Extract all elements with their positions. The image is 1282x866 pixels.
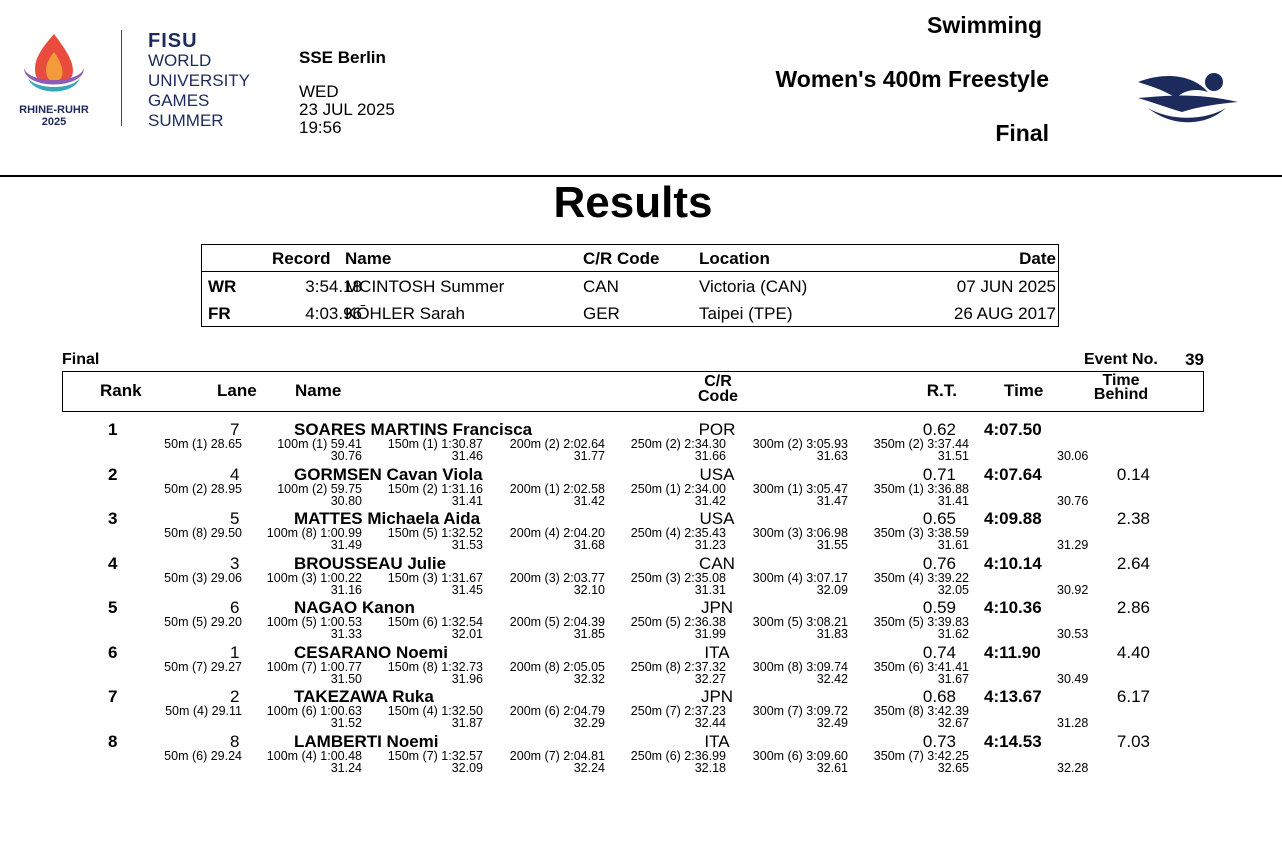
- split-time: 250m (2) 2:34.30: [630, 437, 726, 451]
- lap-time: 31.51: [937, 449, 969, 463]
- lap-time: 32.18: [694, 760, 726, 775]
- col-rank: Rank: [100, 381, 142, 400]
- lap-time: 31.61: [937, 538, 969, 552]
- result-name: GORMSEN Cavan Viola: [294, 464, 483, 484]
- result-name: LAMBERTI Noemi: [294, 731, 439, 751]
- record-code: CAN: [583, 277, 619, 296]
- lap-time: 32.44: [694, 716, 726, 730]
- result-rt: 0.62: [922, 420, 956, 439]
- split-time: 250m (6) 2:36.99: [630, 748, 726, 763]
- split-time: 150m (5) 1:32.52: [387, 526, 483, 540]
- swimmer-icon: [1134, 68, 1240, 133]
- result-lane: 4: [230, 464, 240, 484]
- record-location: Taipei (TPE): [699, 304, 793, 323]
- result-time-behind: 2.38: [1116, 509, 1150, 528]
- result-time: 4:10.14: [984, 553, 1042, 573]
- lap-time: 30.53: [1057, 627, 1089, 641]
- event-no-label: Event No.: [1084, 351, 1158, 368]
- split-time: 200m (6) 2:04.79: [509, 704, 605, 718]
- result-lane: 5: [230, 509, 240, 528]
- lap-time: 30.06: [1057, 449, 1089, 463]
- result-rt: 0.71: [922, 464, 956, 484]
- col-time-behind: [1081, 374, 1161, 402]
- lap-time: 31.68: [573, 538, 605, 552]
- col-code-line1: C/R: [704, 373, 732, 390]
- lap-time: 31.62: [937, 627, 969, 641]
- phase-title: Final: [995, 120, 1049, 146]
- record-time: 3:54.18: [305, 277, 362, 296]
- split-time: 350m (7) 3:42.25: [873, 748, 969, 763]
- result-rt: 0.73: [922, 731, 956, 751]
- split-time: 300m (5) 3:08.21: [752, 615, 848, 629]
- lap-time: 31.53: [451, 538, 483, 552]
- lap-time: 31.29: [1057, 538, 1089, 552]
- lap-time: 31.31: [694, 582, 726, 597]
- col-behind-line1: Time: [1102, 372, 1140, 389]
- result-code: USA: [699, 509, 735, 528]
- split-time: 50m (8) 29.50: [164, 526, 242, 540]
- session-date: 23 JUL 2025: [299, 100, 395, 119]
- record-time: 4:03.96: [305, 304, 362, 323]
- result-code: JPN: [700, 687, 734, 706]
- split-time: 200m (2) 2:02.64: [509, 437, 605, 451]
- split-time: 350m (2) 3:37.44: [873, 437, 969, 451]
- lap-time: 31.16: [330, 582, 362, 597]
- page-title: Results: [553, 178, 713, 227]
- records-col-code: C/R Code: [583, 249, 660, 268]
- split-time: 250m (8) 2:37.32: [630, 659, 726, 674]
- split-time: 350m (1) 3:36.88: [873, 481, 969, 496]
- lap-time: 30.76: [1057, 493, 1089, 508]
- result-lane: 6: [230, 598, 240, 617]
- lap-time: 31.49: [330, 538, 362, 552]
- lap-time: 31.99: [694, 627, 726, 641]
- venue: SSE Berlin: [299, 48, 386, 67]
- lap-time: 32.24: [573, 760, 605, 775]
- lap-time: 32.10: [573, 582, 605, 597]
- lap-time: 32.67: [937, 716, 969, 730]
- result-code: JPN: [700, 598, 734, 617]
- session-time: 19:56: [299, 118, 342, 137]
- result-code: CAN: [699, 553, 735, 573]
- session-datetime: [299, 83, 395, 137]
- record-type: FR: [208, 304, 231, 323]
- result-lane: 7: [230, 420, 240, 439]
- records-header-rule: [202, 271, 1058, 272]
- lap-time: 31.83: [816, 627, 848, 641]
- lap-time: 31.28: [1057, 716, 1089, 730]
- result-rank: 7: [108, 687, 118, 706]
- split-time: 250m (4) 2:35.43: [630, 526, 726, 540]
- result-rank: 3: [108, 509, 118, 528]
- result-rank: 4: [108, 553, 118, 573]
- split-time: 350m (4) 3:39.22: [873, 570, 969, 585]
- result-lane: 8: [230, 731, 240, 751]
- lap-time: 32.49: [816, 716, 848, 730]
- split-time: 50m (1) 28.65: [164, 437, 242, 451]
- result-name: SOARES MARTINS Francisca: [294, 420, 533, 439]
- col-behind-line2: Behind: [1093, 386, 1149, 403]
- lap-time: 31.67: [937, 671, 969, 686]
- lap-time: 32.09: [451, 760, 483, 775]
- lap-time: 30.92: [1057, 582, 1089, 597]
- split-time: 100m (6) 1:00.63: [266, 704, 362, 718]
- split-time: 100m (2) 59.75: [277, 481, 362, 496]
- result-code: USA: [699, 464, 735, 484]
- result-rt: 0.74: [922, 642, 956, 662]
- result-rank: 8: [108, 731, 118, 751]
- lap-time: 30.76: [330, 449, 362, 463]
- split-time: 150m (3) 1:31.67: [387, 570, 483, 585]
- split-time: 50m (2) 28.95: [164, 481, 242, 496]
- result-time-behind: 0.14: [1116, 464, 1150, 484]
- split-time: 150m (6) 1:32.54: [387, 615, 483, 629]
- result-name: BROUSSEAU Julie: [294, 553, 447, 573]
- lap-time: 32.61: [816, 760, 848, 775]
- split-time: 50m (4) 29.11: [165, 704, 242, 718]
- lap-time: 31.24: [330, 760, 362, 775]
- result-time-behind: 4.40: [1116, 642, 1150, 662]
- lap-time: 31.42: [573, 493, 605, 508]
- split-time: 300m (1) 3:05.47: [752, 481, 848, 496]
- split-time: 150m (2) 1:31.16: [387, 481, 483, 496]
- split-time: 300m (7) 3:09.72: [752, 704, 848, 718]
- lap-time: 31.55: [816, 538, 848, 552]
- split-time: 50m (7) 29.27: [164, 659, 242, 674]
- result-rt: 0.76: [922, 553, 956, 573]
- lap-time: 32.28: [1057, 760, 1089, 775]
- split-time: 350m (5) 3:39.83: [873, 615, 969, 629]
- result-time: 4:13.67: [984, 687, 1042, 706]
- col-rt: R.T.: [926, 381, 957, 400]
- lap-time: 31.45: [451, 582, 483, 597]
- split-time: 50m (6) 29.24: [164, 748, 242, 763]
- lap-time: 31.33: [330, 627, 362, 641]
- lap-time: 30.49: [1057, 671, 1089, 686]
- split-time: 100m (8) 1:00.99: [266, 526, 362, 540]
- split-time: 300m (2) 3:05.93: [752, 437, 848, 451]
- result-time: 4:14.53: [984, 731, 1042, 751]
- brand-university: UNIVERSITY: [148, 71, 251, 90]
- col-code: [683, 374, 753, 404]
- split-time: 350m (8) 3:42.39: [873, 704, 969, 718]
- result-code: POR: [698, 420, 736, 439]
- lap-time: 32.05: [937, 582, 969, 597]
- result-code: ITA: [704, 731, 730, 751]
- lap-time: 31.96: [451, 671, 483, 686]
- lap-time: 32.09: [816, 582, 848, 597]
- result-lane: 1: [230, 642, 240, 662]
- records-col-date: Date: [1019, 249, 1056, 268]
- split-time: 200m (1) 2:02.58: [509, 481, 605, 496]
- lap-time: 32.65: [937, 760, 969, 775]
- result-rank: 2: [108, 464, 118, 484]
- sport-title: Swimming: [926, 12, 1042, 38]
- split-time: 150m (7) 1:32.57: [387, 748, 483, 763]
- split-time: 150m (4) 1:32.50: [387, 704, 483, 718]
- brand-world: WORLD: [148, 51, 212, 70]
- split-time: 200m (8) 2:05.05: [509, 659, 605, 674]
- lap-time: 32.01: [451, 627, 483, 641]
- col-code-line2: Code: [698, 388, 738, 405]
- result-time: 4:10.36: [984, 598, 1042, 617]
- lap-time: 32.27: [694, 671, 726, 686]
- result-lane: 2: [230, 687, 240, 706]
- split-time: 100m (4) 1:00.48: [266, 748, 362, 763]
- lap-time: 31.41: [451, 493, 483, 508]
- result-time-behind: 6.17: [1116, 687, 1150, 706]
- lap-time: 31.46: [451, 449, 483, 463]
- records-col-record: Record: [272, 249, 331, 268]
- split-time: 350m (3) 3:38.59: [873, 526, 969, 540]
- result-time: 4:07.50: [984, 420, 1042, 439]
- record-date: 26 AUG 2017: [953, 304, 1056, 323]
- result-code: ITA: [704, 642, 730, 662]
- brand-fisu: FISU: [148, 30, 198, 52]
- result-time: 4:09.88: [984, 509, 1042, 528]
- lap-time: 31.85: [573, 627, 605, 641]
- split-time: 100m (3) 1:00.22: [266, 570, 362, 585]
- records-col-name: Name: [345, 249, 392, 268]
- split-time: 250m (3) 2:35.08: [630, 570, 726, 585]
- logo-text-line1: RHINE-RUHR: [19, 104, 89, 116]
- event-no: 39: [1185, 350, 1204, 369]
- lap-time: 31.41: [937, 493, 969, 508]
- result-rt: 0.65: [922, 509, 956, 528]
- session-weekday: WED: [299, 82, 339, 101]
- records-table: [201, 244, 1059, 327]
- games-logo: [10, 28, 98, 128]
- split-time: 200m (3) 2:03.77: [509, 570, 605, 585]
- lap-time: 32.32: [573, 671, 605, 686]
- lap-time: 31.52: [330, 716, 362, 730]
- result-name: CESARANO Noemi: [294, 642, 448, 662]
- split-time: 300m (3) 3:06.98: [752, 526, 848, 540]
- result-rt: 0.59: [922, 598, 956, 617]
- results-header: [62, 371, 1204, 412]
- result-time: 4:07.64: [984, 464, 1042, 484]
- split-time: 200m (4) 2:04.20: [509, 526, 605, 540]
- result-time-behind: 2.64: [1116, 553, 1150, 573]
- split-time: 200m (7) 2:04.81: [509, 748, 605, 763]
- record-date: 07 JUN 2025: [956, 277, 1056, 296]
- lap-time: 31.23: [694, 538, 726, 552]
- result-rank: 1: [108, 420, 118, 439]
- split-time: 300m (6) 3:09.60: [752, 748, 848, 763]
- split-time: 100m (5) 1:00.53: [266, 615, 362, 629]
- split-time: 200m (5) 2:04.39: [509, 615, 605, 629]
- brand-games: GAMES: [148, 91, 210, 110]
- lap-time: 31.50: [330, 671, 362, 686]
- event-title: Women's 400m Freestyle: [775, 66, 1049, 92]
- split-time: 300m (4) 3:07.17: [752, 570, 848, 585]
- result-name: TAKEZAWA Ruka: [294, 687, 434, 706]
- split-time: 250m (5) 2:36.38: [630, 615, 726, 629]
- lap-time: 31.66: [694, 449, 726, 463]
- fisu-brand: [148, 31, 250, 131]
- header-divider: [121, 30, 122, 126]
- col-lane: Lane: [217, 381, 257, 400]
- result-rank: 5: [108, 598, 118, 617]
- result-time: 4:11.90: [984, 642, 1041, 662]
- result-name: MATTES Michaela Aida: [294, 509, 481, 528]
- result-lane: 3: [230, 553, 240, 573]
- result-name: NAGAO Kanon: [294, 598, 415, 617]
- split-time: 150m (1) 1:30.87: [387, 437, 483, 451]
- records-col-location: Location: [699, 249, 770, 268]
- lap-time: 32.29: [573, 716, 605, 730]
- lap-time: 31.87: [451, 716, 483, 730]
- split-time: 250m (7) 2:37.23: [630, 704, 726, 718]
- record-holder: KŌHLER Sarah: [345, 304, 465, 323]
- result-time-behind: 7.03: [1116, 731, 1150, 751]
- col-name: Name: [295, 381, 342, 400]
- split-time: 350m (6) 3:41.41: [873, 659, 969, 674]
- record-location: Victoria (CAN): [699, 277, 808, 296]
- split-time: 150m (8) 1:32.73: [387, 659, 483, 674]
- header-rule: [0, 175, 1282, 177]
- split-time: 50m (3) 29.06: [164, 570, 242, 585]
- split-time: 100m (1) 59.41: [277, 437, 362, 451]
- split-time: 250m (1) 2:34.00: [630, 481, 726, 496]
- split-time: 100m (7) 1:00.77: [266, 659, 362, 674]
- col-time: Time: [1004, 381, 1044, 400]
- split-time: 300m (8) 3:09.74: [752, 659, 848, 674]
- lap-time: 31.42: [694, 493, 726, 508]
- lap-time: 31.47: [816, 493, 848, 508]
- flame-logo-icon: [10, 28, 98, 100]
- record-holder: MCINTOSH Summer: [345, 277, 505, 296]
- lap-time: 31.63: [816, 449, 848, 463]
- lap-time: 30.80: [330, 493, 362, 508]
- results-phase-label: Final: [62, 351, 100, 368]
- result-rank: 6: [108, 642, 118, 662]
- split-time: 50m (5) 29.20: [164, 615, 242, 629]
- record-type: WR: [208, 277, 237, 296]
- record-code: GER: [583, 304, 620, 323]
- logo-text-line2: 2025: [41, 116, 67, 128]
- lap-time: 32.42: [816, 671, 848, 686]
- lap-time: 31.77: [573, 449, 605, 463]
- result-rt: 0.68: [922, 687, 956, 706]
- brand-summer: SUMMER: [148, 111, 224, 130]
- result-time-behind: 2.86: [1116, 598, 1150, 617]
